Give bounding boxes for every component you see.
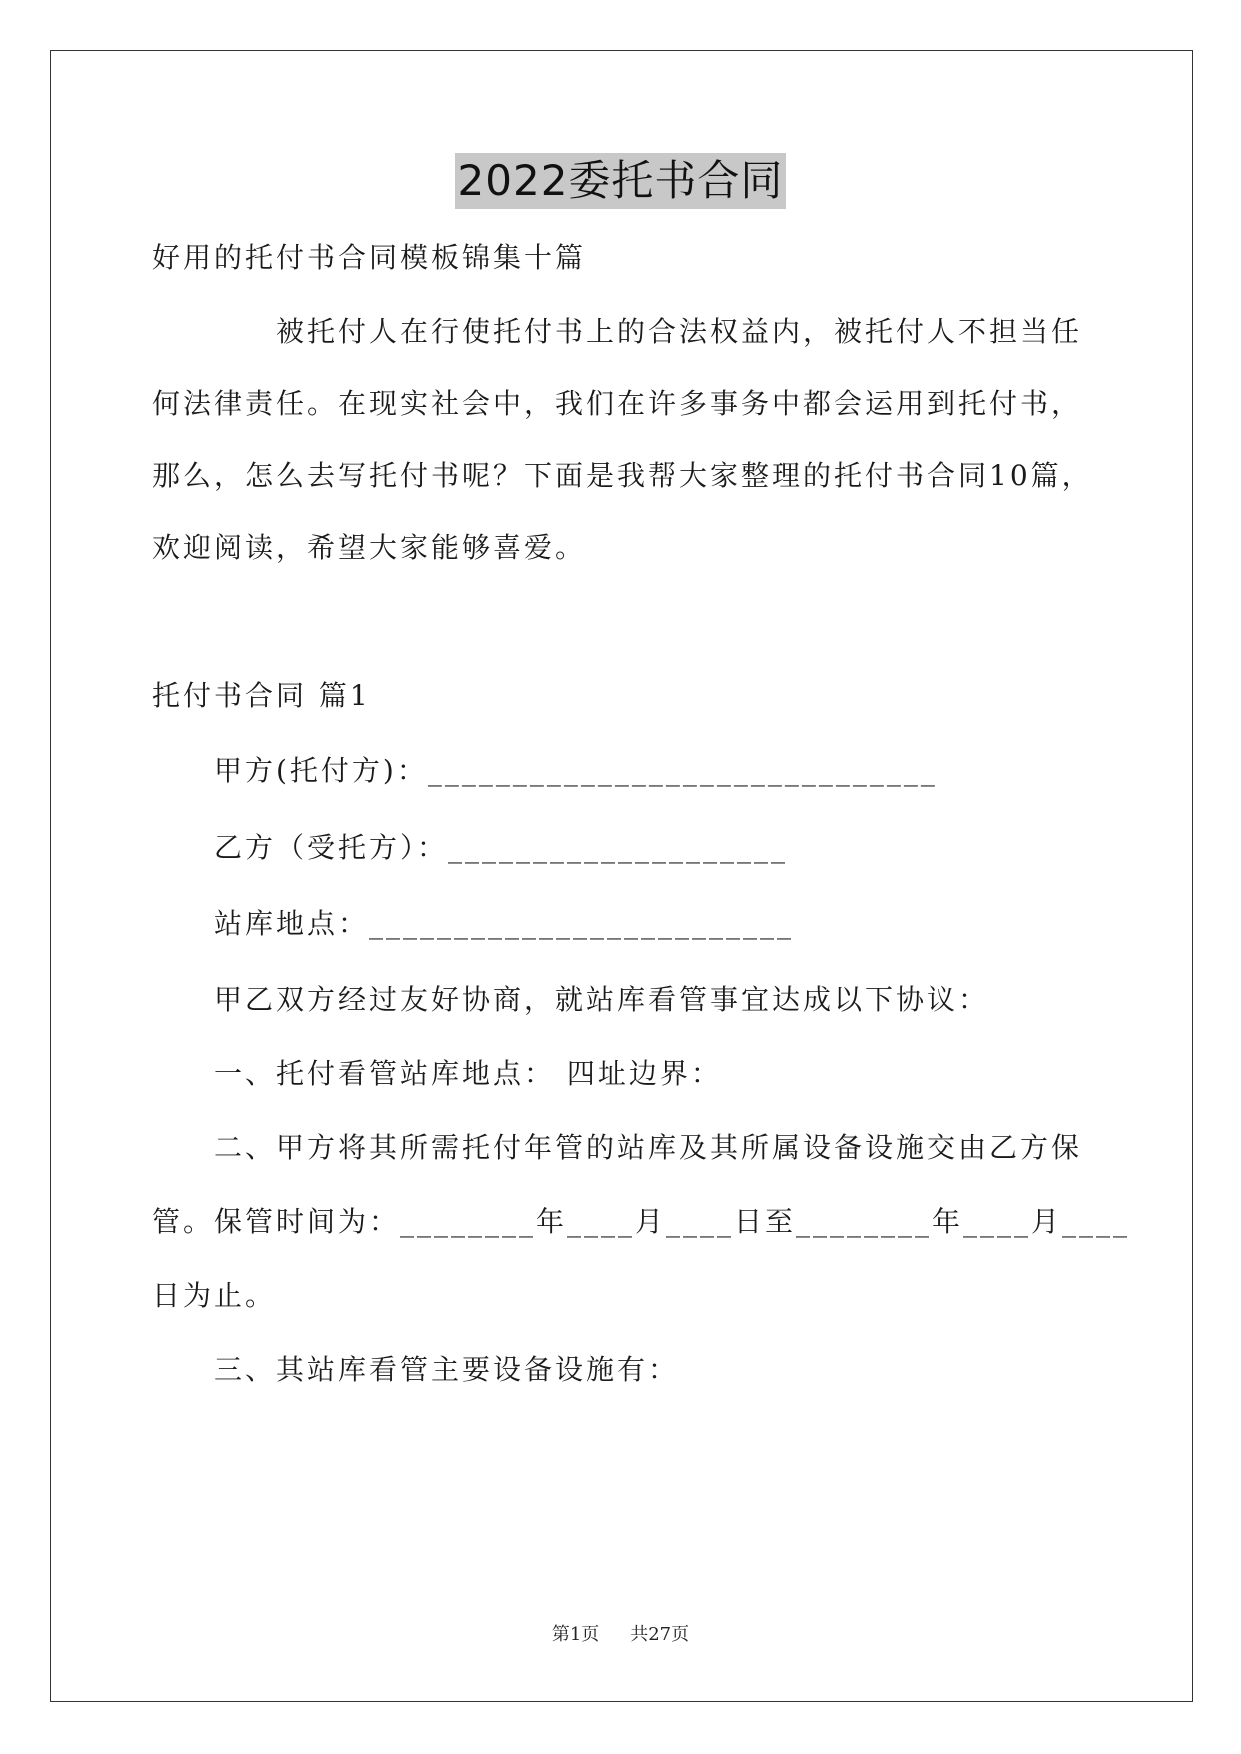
page-border bbox=[50, 50, 1193, 1702]
party-a-field: 甲方(托付方)：______________________________ bbox=[214, 754, 938, 787]
clause-2-line-3: 日为止。 bbox=[152, 1279, 277, 1312]
section-heading: 托付书合同 篇1 bbox=[152, 679, 371, 712]
intro-line-1: 被托付人在行使托付书上的合法权益内，被托付人不担当任 bbox=[276, 315, 1083, 348]
intro-line-4: 欢迎阅读，希望大家能够喜爱。 bbox=[152, 531, 587, 564]
intro-line-2: 何法律责任。在现实社会中，我们在许多事务中都会运用到托付书， bbox=[152, 387, 1083, 420]
page-footer bbox=[0, 1622, 1241, 1648]
intro-line-3: 那么，怎么去写托付书呢？下面是我帮大家整理的托付书合同10篇， bbox=[152, 459, 1093, 492]
title-container bbox=[0, 153, 1241, 209]
clause-2-line-1: 二、甲方将其所需托付年管的站库及其所属设备设施交由乙方保 bbox=[214, 1131, 1083, 1164]
page-number: 第1页 bbox=[551, 1624, 600, 1645]
site-location-field: 站库地点：_________________________ bbox=[214, 907, 795, 940]
party-b-field: 乙方（受托方）：____________________ bbox=[214, 831, 789, 864]
clause-agreement: 甲乙双方经过友好协商，就站库看管事宜达成以下协议： bbox=[214, 983, 990, 1016]
clause-2-line-2: 管。保管时间为：________年____月____日至________年____月____ bbox=[152, 1205, 1131, 1238]
document-subtitle: 好用的托付书合同模板锦集十篇 bbox=[152, 241, 587, 274]
document-title: 2022委托书合同 bbox=[455, 153, 787, 209]
total-pages: 共27页 bbox=[630, 1624, 690, 1645]
clause-3: 三、其站库看管主要设备设施有： bbox=[214, 1353, 680, 1386]
clause-1: 一、托付看管站库地点： 四址边界： bbox=[214, 1057, 722, 1090]
